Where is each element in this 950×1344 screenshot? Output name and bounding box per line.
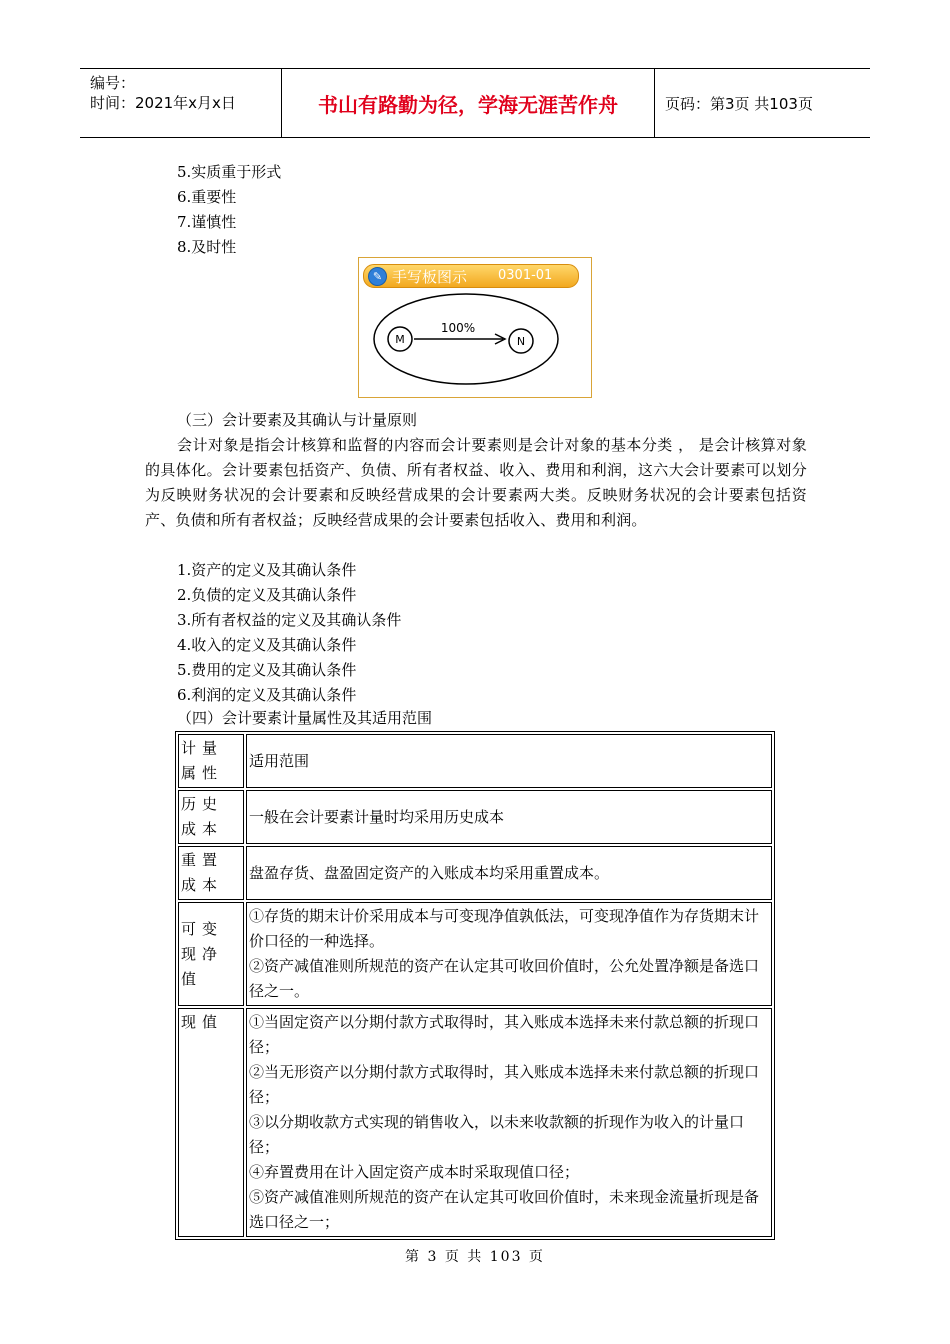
table-row [178,846,772,900]
page-header [80,68,870,138]
header-meta [90,73,236,113]
list-item: 7.谨慎性 [177,213,237,231]
cell-scope [246,1008,772,1237]
cell-attr: 可变现净值 [178,902,244,1006]
pen-icon: ✎ [368,267,387,286]
table-row [178,1008,772,1237]
scope-item: ⑤资产减值准则所规范的资产在认定其可收回价值时，未来现金流量折现是备选口径之一； [249,1188,760,1231]
figure-diagram [359,288,591,396]
time-label: 时间：2021年x月x日 [90,94,236,112]
handwriting-board-figure [358,257,592,398]
list-item: 6.利润的定义及其确认条件 [177,686,357,704]
table-row [178,790,772,844]
figure-title: 手写板图示 [392,268,468,286]
header-motto: 书山有路勤为径，学海无涯苦作舟 [318,93,618,117]
measurement-table [175,731,775,1240]
list-item: 5.实质重于形式 [177,163,282,181]
scope-item: ①存货的期末计价采用成本与可变现净值孰低法，可变现净值作为存货期末计价口径的一种选择。 [249,907,760,950]
scope-item: ③以分期收款方式实现的销售收入，以未来收款额的折现作为收入的计量口径； [249,1113,745,1156]
figure-title-bar [363,264,579,288]
header-page-info: 页码：第3页 共103页 [665,95,813,113]
list-item: 8.及时性 [177,238,237,256]
number-label: 编号： [90,74,136,92]
list-item: 4.收入的定义及其确认条件 [177,636,357,654]
header-divider [654,69,655,137]
scope-item: ②当无形资产以分期付款方式取得时，其入账成本选择未来付款总额的折现口径； [249,1063,760,1106]
scope-item: ②资产减值准则所规范的资产在认定其可收回价值时，公允处置净额是备选口径之一。 [249,957,760,1000]
node-right-label: N [516,335,526,348]
header-cell-scope: 适用范围 [246,734,772,788]
page-footer: 第 3 页 共 103 页 [405,1249,545,1265]
table-row [178,902,772,1006]
cell-attr: 历史成本 [178,790,244,844]
cell-scope: 盘盈存货、盘盈固定资产的入账成本均采用重置成本。 [246,846,772,900]
header-cell-attr: 计量属性 [178,734,244,788]
list-item: 1.资产的定义及其确认条件 [177,561,357,579]
section-paragraph: 会计对象是指会计核算和监督的内容而会计要素则是会计对象的基本分类 ， 是会计核算对象的具体化。会计要素包括资产、负债、所有者权益、收入、费用和利润，这六大会计要素可以划分为反映财务状况的会计要素和反映经营成果的会计要素两大类。反映财务状况的会计要素包括资产、负债和所有者权益；反映经营成果的会计要素包括收入、费用和利润。 [145,436,807,529]
cell-attr: 重置成本 [178,846,244,900]
cell-scope: 一般在会计要素计量时均采用历史成本 [246,790,772,844]
scope-item: ④弃置费用在计入固定资产成本时采取现值口径； [249,1163,580,1181]
list-item: 6.重要性 [177,188,237,206]
section-heading: （三）会计要素及其确认与计量原则 [177,411,418,429]
cell-scope [246,902,772,1006]
list-item: 5.费用的定义及其确认条件 [177,661,357,679]
list-item: 3.所有者权益的定义及其确认条件 [177,611,402,629]
arrow-label: 100% [440,321,476,335]
list-item: 2.负债的定义及其确认条件 [177,586,357,604]
table-header-row [178,734,772,788]
figure-code: 0301-01 [498,268,553,283]
scope-item: ①当固定资产以分期付款方式取得时，其入账成本选择未来付款总额的折现口径； [249,1013,760,1056]
node-left-label: M [395,333,405,346]
cell-attr: 现值 [178,1008,244,1237]
section-heading: （四）会计要素计量属性及其适用范围 [177,709,433,727]
